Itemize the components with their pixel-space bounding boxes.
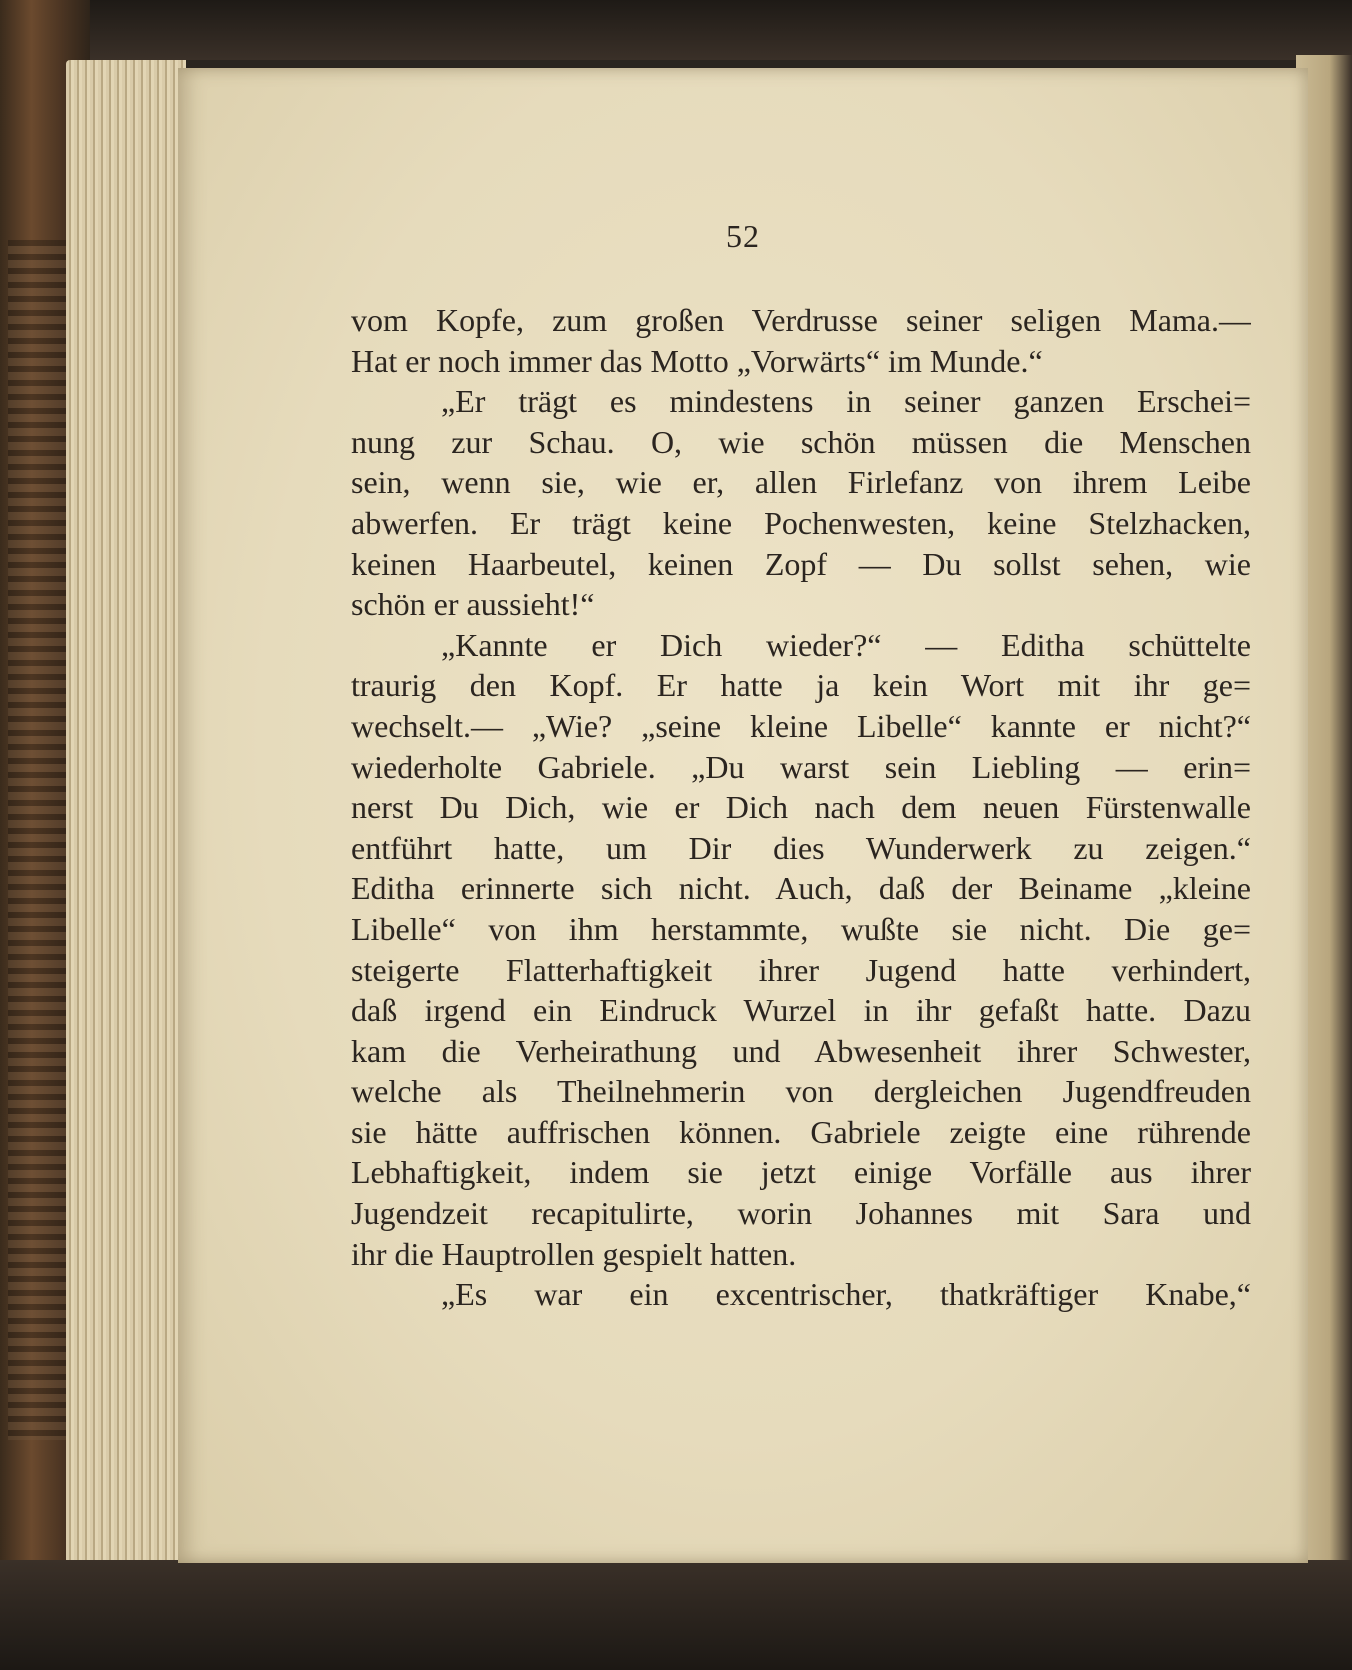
- book-cover-top: [0, 0, 1352, 60]
- book-page: [178, 68, 1308, 1563]
- text-line: nerst Du Dich, wie er Dich nach dem neuen Fürstenwalle: [351, 789, 1251, 826]
- text-line: sein, wenn sie, wie er, allen Firlefanz von ihrem Leibe: [351, 464, 1251, 501]
- text-line: „Kannte er Dich wieder?“ — Editha schüttelte: [441, 626, 1251, 663]
- page-edges: [66, 60, 186, 1570]
- text-line: „Es war ein excentrischer, thatkräftiger Knabe,“: [441, 1276, 1251, 1313]
- text-line: Hat er noch immer das Motto „Vorwärts“ im Munde.“: [351, 342, 1043, 379]
- text-line: Jugendzeit recapitulirte, worin Johannes mit Sara und: [351, 1195, 1251, 1232]
- text-line: schön er aussieht!“: [351, 586, 595, 623]
- page-number: 52: [726, 218, 760, 254]
- text-line: keinen Haarbeutel, keinen Zopf — Du sollst sehen, wie: [351, 545, 1251, 582]
- text-line: Lebhaftigkeit, indem sie jetzt einige Vorfälle aus ihrer: [351, 1154, 1251, 1191]
- text-line: vom Kopfe, zum großen Verdrusse seiner seligen Mama.—: [351, 302, 1251, 338]
- text-line: „Er trägt es mindestens in seiner ganzen Erschei=: [441, 383, 1251, 420]
- text-line: Libelle“ von ihm herstammte, wußte sie nicht. Die ge=: [351, 910, 1251, 947]
- text-line: kam die Verheirathung und Abwesenheit ihrer Schwester,: [351, 1032, 1251, 1069]
- book-cover-bottom: [0, 1560, 1352, 1670]
- text-line: Editha erinnerte sich nicht. Auch, daß der Beiname „kleine: [351, 870, 1251, 907]
- text-line: sie hätte auffrischen können. Gabriele zeigte eine rührende: [351, 1113, 1251, 1150]
- text-line: traurig den Kopf. Er hatte ja kein Wort mit ihr ge=: [351, 667, 1251, 704]
- text-line: wiederholte Gabriele. „Du warst sein Liebling — erin=: [351, 748, 1251, 785]
- text-line: entführt hatte, um Dir dies Wunderwerk zu zeigen.“: [351, 829, 1251, 866]
- text-line: nung zur Schau. O, wie schön müssen die Menschen: [351, 423, 1251, 460]
- body-text: [351, 300, 1251, 1315]
- text-line: daß irgend ein Eindruck Wurzel in ihr gefaßt hatte. Dazu: [351, 992, 1251, 1029]
- text-line: ihr die Hauptrollen gespielt hatten.: [351, 1235, 797, 1272]
- text-line: wechselt.— „Wie? „seine kleine Libelle“ kannte er nicht?“: [351, 707, 1251, 744]
- text-line: welche als Theilnehmerin von dergleichen Jugendfreuden: [351, 1073, 1251, 1110]
- text-line: abwerfen. Er trägt keine Pochenwesten, keine Stelzhacken,: [351, 504, 1251, 541]
- text-line: steigerte Flatterhaftigkeit ihrer Jugend hatte verhindert,: [351, 951, 1251, 988]
